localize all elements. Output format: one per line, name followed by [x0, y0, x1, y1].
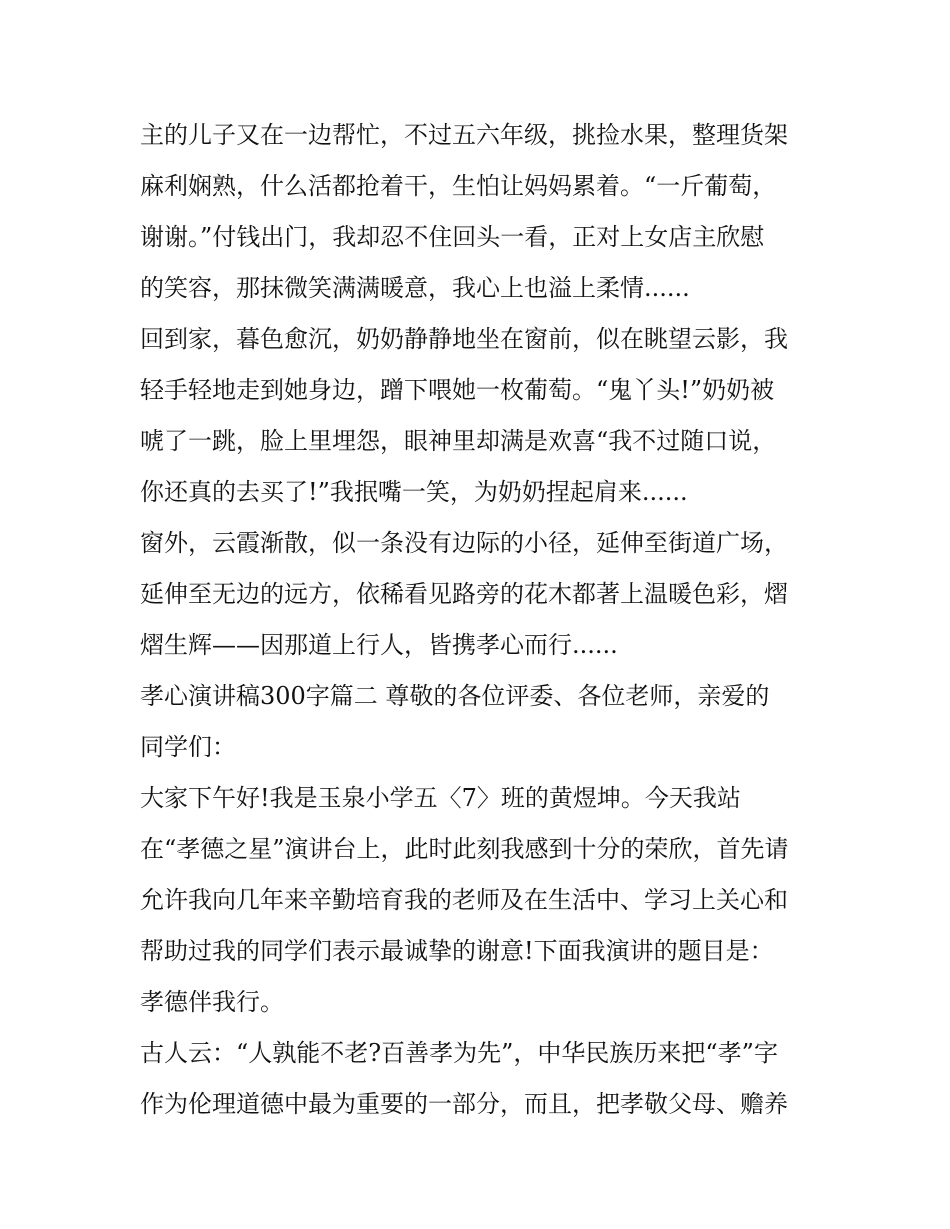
- text-line: 作为伦理道德中最为重要的一部分，而且，把孝敬父母、赡养: [140, 1090, 788, 1118]
- text-line: 孝德伴我行。: [140, 988, 284, 1016]
- text-line: 主的儿子又在一边帮忙，不过五六年级，挑捡水果，整理货架: [140, 121, 788, 149]
- text-line: 孝心演讲稿300字篇二 尊敬的各位评委、各位老师，亲爱的: [140, 682, 770, 710]
- text-line: 的笑容，那抹微笑满满暖意，我心上也溢上柔情......: [140, 274, 690, 302]
- text-line: 大家下午好!我是玉泉小学五〈7〉班的黄煜坤。今天我站: [140, 784, 741, 812]
- text-line: 帮助过我的同学们表示最诚挚的谢意!下面我演讲的题目是：: [140, 937, 774, 965]
- text-line: 回到家，暮色愈沉，奶奶静静地坐在窗前，似在眺望云影，我: [140, 325, 788, 353]
- text-line: 延伸至无边的远方，依稀看见路旁的花木都著上温暖色彩，熠: [140, 580, 788, 608]
- text-line: 窗外，云霞渐散，似一条没有边际的小径，延伸至街道广场，: [140, 529, 788, 557]
- text-line: 古人云：“人孰能不老?百善孝为先”，中华民族历来把“孝”字: [140, 1039, 778, 1067]
- text-line: 唬了一跳，脸上里埋怨，眼神里却满是欢喜“我不过随口说，: [140, 427, 777, 455]
- text-line: 谢谢。”付钱出门，我却忍不住回头一看，正对上女店主欣慰: [140, 223, 765, 251]
- text-line: 你还真的去买了!”我抿嘴一笑，为奶奶捏起肩来......: [140, 478, 688, 506]
- text-line: 麻利娴熟，什么活都抢着干，生怕让妈妈累着。“一斤葡萄，: [140, 172, 777, 200]
- text-line: 熠生辉——因那道上行人，皆携孝心而行......: [140, 631, 618, 659]
- text-line: 允许我向几年来辛勤培育我的老师及在生活中、学习上关心和: [140, 886, 788, 914]
- text-line: 在“孝德之星”演讲台上，此时此刻我感到十分的荣欣，首先请: [140, 835, 789, 863]
- text-line: 轻手轻地走到她身边，蹭下喂她一枚葡萄。“鬼丫头!”奶奶被: [140, 376, 775, 404]
- body-text: [140, 110, 820, 1130]
- text-line: 同学们：: [140, 733, 236, 761]
